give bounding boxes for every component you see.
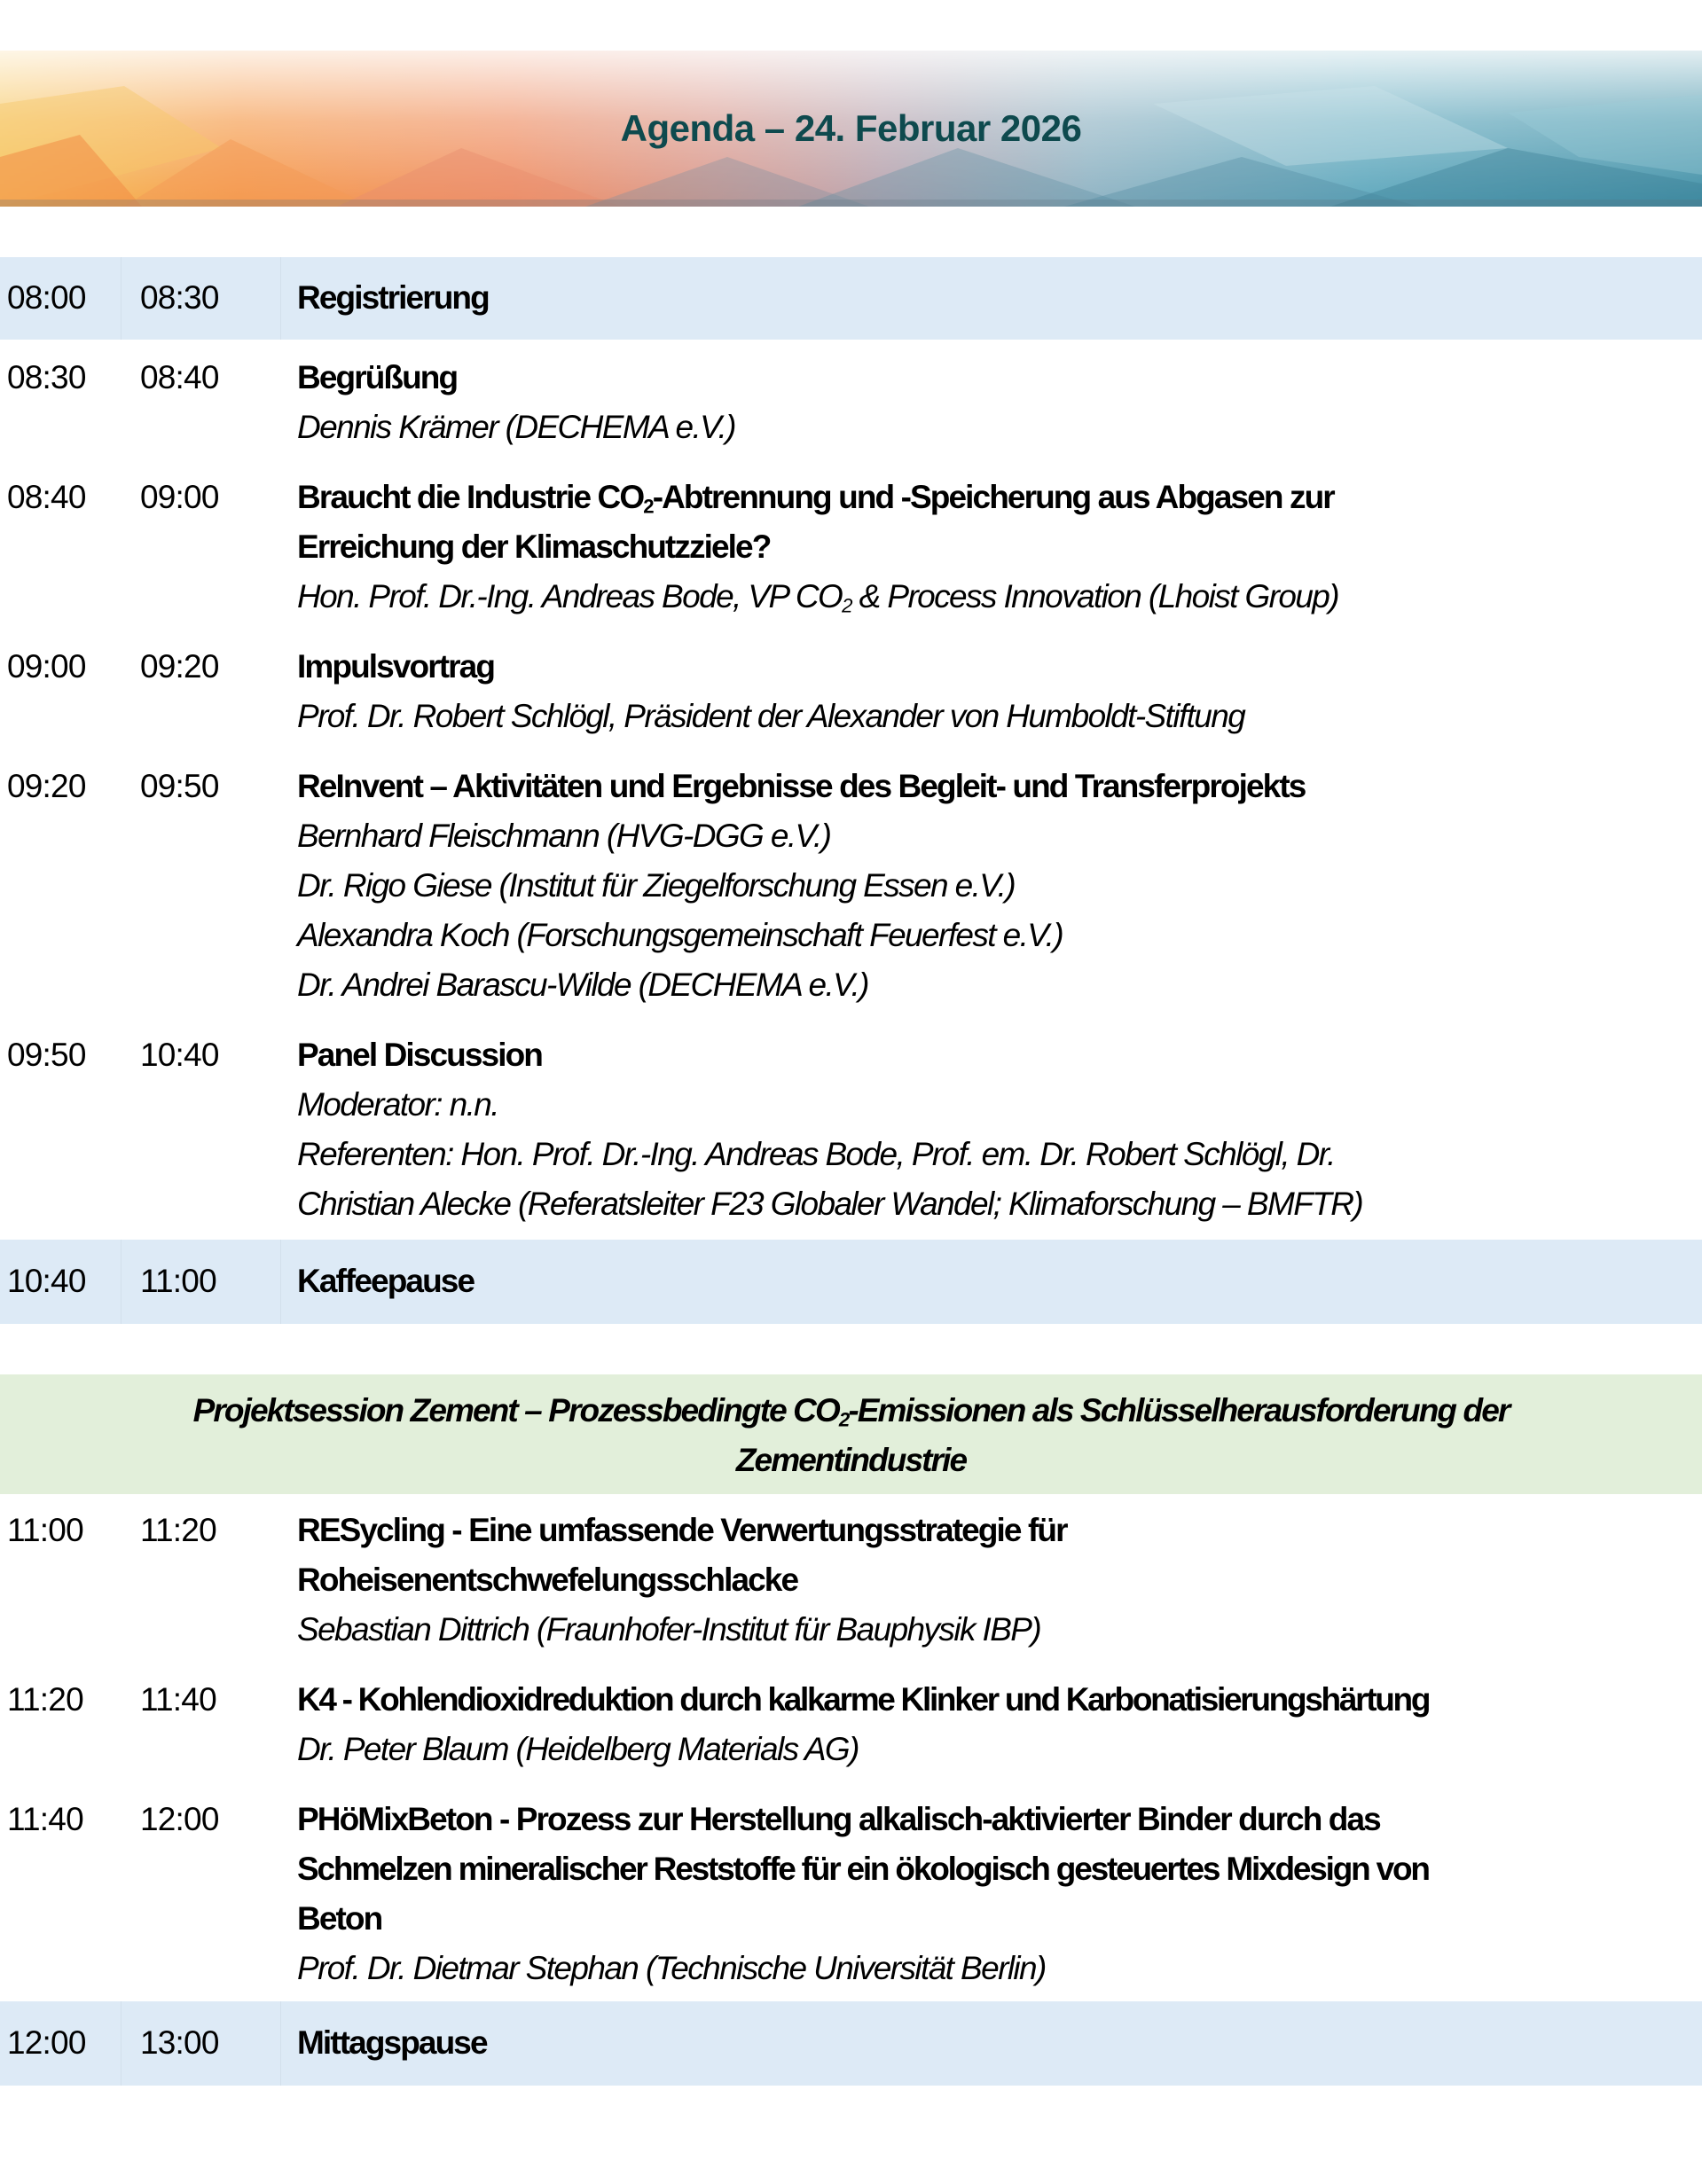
session-title-line: Roheisenentschwefelungsschlacke xyxy=(297,1562,798,1598)
start-time: 09:00 xyxy=(7,648,86,685)
session-title-line: Schmelzen mineralischer Reststoffe für ein ökologisch gesteuertes Mixdesign von xyxy=(297,1851,1429,1887)
page-title: Agenda – 24. Februar 2026 xyxy=(620,107,1082,149)
agenda-row-kaffeepause xyxy=(0,1240,1702,1324)
subscript: 2 xyxy=(842,594,851,617)
end-time: 11:00 xyxy=(140,1263,216,1299)
subscript: 2 xyxy=(643,495,653,518)
speakers-line: Referenten: Hon. Prof. Dr.-Ing. Andreas Bode, Prof. em. Dr. Robert Schlögl, Dr. xyxy=(297,1136,1335,1172)
header-banner xyxy=(0,51,1702,207)
session-title-line: Erreichung der Klimaschutzziele? xyxy=(297,528,771,565)
end-time: 11:40 xyxy=(140,1681,216,1718)
end-time: 08:30 xyxy=(140,279,219,316)
end-time: 09:50 xyxy=(140,768,219,804)
end-time: 09:20 xyxy=(140,648,219,685)
speaker: Prof. Dr. Dietmar Stephan (Technische Universität Berlin) xyxy=(297,1950,1046,1986)
session-title-line: RESycling - Eine umfassende Verwertungsstrategie für xyxy=(297,1512,1067,1548)
column-divider xyxy=(121,2001,122,2086)
start-time: 08:40 xyxy=(7,479,86,515)
column-divider xyxy=(280,2001,281,2086)
end-time: 13:00 xyxy=(140,2024,219,2061)
moderator: Moderator: n.n. xyxy=(297,1086,498,1123)
title-text: -Abtrennung und -Speicherung aus Abgasen zur xyxy=(652,479,1334,515)
speaker-text: & Process Innovation (Lhoist Group) xyxy=(851,578,1339,614)
agenda-row-mittagspause xyxy=(0,2001,1702,2086)
end-time: 12:00 xyxy=(140,1801,219,1837)
session-header-zement xyxy=(0,1374,1702,1494)
start-time: 09:50 xyxy=(7,1037,86,1073)
subscript: 2 xyxy=(838,1408,849,1431)
session-title-line: Beton xyxy=(297,1900,382,1937)
agenda-row-registrierung xyxy=(0,257,1702,340)
start-time: 11:00 xyxy=(7,1512,83,1548)
session-header-line: Zementindustrie xyxy=(735,1442,967,1478)
session-header-text: -Emissionen als Schlüsselherausforderung der xyxy=(848,1392,1510,1429)
column-divider xyxy=(121,257,122,340)
end-time: 11:20 xyxy=(140,1512,216,1548)
session-title-line xyxy=(297,473,1695,522)
session-title: Impulsvortrag xyxy=(297,648,495,685)
end-time: 10:40 xyxy=(140,1037,219,1073)
session-title: Panel Discussion xyxy=(297,1037,542,1073)
title-text: Braucht die Industrie CO xyxy=(297,479,644,515)
column-divider xyxy=(121,1240,122,1324)
speaker xyxy=(297,572,1695,622)
session-title: Registrierung xyxy=(297,279,489,316)
speakers-line: Christian Alecke (Referatsleiter F23 Globaler Wandel; Klimaforschung – BMFTR) xyxy=(297,1186,1363,1222)
session-title: Mittagspause xyxy=(297,2024,487,2061)
session-title: Kaffeepause xyxy=(297,1263,475,1299)
session-title-line: PHöMixBeton - Prozess zur Herstellung alkalisch-aktivierter Binder durch das xyxy=(297,1801,1380,1837)
column-divider xyxy=(280,1240,281,1324)
start-time: 08:30 xyxy=(7,359,86,395)
start-time: 08:00 xyxy=(7,279,86,316)
session-header-line xyxy=(0,1386,1702,1436)
start-time: 11:40 xyxy=(7,1801,83,1837)
session-title: K4 - Kohlendioxidreduktion durch kalkarme Klinker und Karbonatisierungshärtung xyxy=(297,1681,1430,1718)
session-header-text: Projektsession Zement – Prozessbedingte CO xyxy=(192,1392,839,1429)
speaker: Alexandra Koch (Forschungsgemeinschaft Feuerfest e.V.) xyxy=(297,917,1063,953)
speaker: Bernhard Fleischmann (HVG-DGG e.V.) xyxy=(297,818,831,854)
speaker-text: Hon. Prof. Dr.-Ing. Andreas Bode, VP CO xyxy=(297,578,843,614)
end-time: 08:40 xyxy=(140,359,219,395)
start-time: 10:40 xyxy=(7,1263,86,1299)
column-divider xyxy=(280,257,281,340)
speaker: Dr. Rigo Giese (Institut für Ziegelforschung Essen e.V.) xyxy=(297,867,1016,904)
speaker: Dennis Krämer (DECHEMA e.V.) xyxy=(297,409,735,445)
start-time: 09:20 xyxy=(7,768,86,804)
speaker: Prof. Dr. Robert Schlögl, Präsident der Alexander von Humboldt-Stiftung xyxy=(297,698,1245,734)
end-time: 09:00 xyxy=(140,479,219,515)
speaker: Dr. Peter Blaum (Heidelberg Materials AG) xyxy=(297,1731,859,1767)
speaker: Dr. Andrei Barascu-Wilde (DECHEMA e.V.) xyxy=(297,967,868,1003)
start-time: 11:20 xyxy=(7,1681,83,1718)
session-title: Begrüßung xyxy=(297,359,458,395)
start-time: 12:00 xyxy=(7,2024,86,2061)
session-title: ReInvent – Aktivitäten und Ergebnisse des Begleit- und Transferprojekts xyxy=(297,768,1306,804)
speaker: Sebastian Dittrich (Fraunhofer-Institut für Bauphysik IBP) xyxy=(297,1611,1041,1648)
